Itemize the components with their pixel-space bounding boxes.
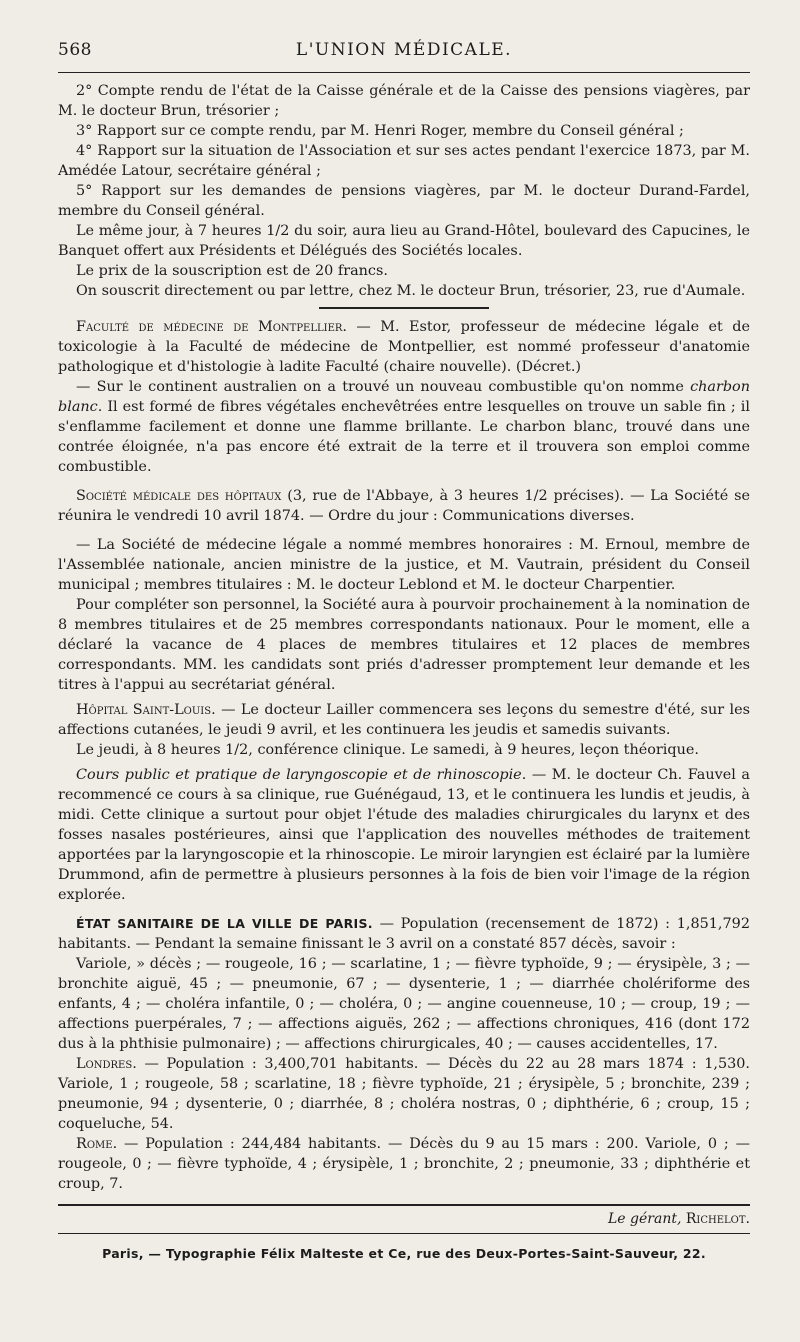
etat-sanitaire-intro: — Population (recensement de 1872) : 1,851,792 habitants. — Pendant la semaine finissant le 3 avril on a constaté 857 décès, savoir :	[58, 916, 750, 952]
agenda-item-2: 2° Compte rendu de l'état de la Caisse générale et de la Caisse des pensions viagères, par M. le docteur Brun, trésorier ;	[58, 83, 750, 119]
subscription-price: Le prix de la souscription est de 20 francs.	[76, 263, 388, 279]
montpellier-notice	[58, 317, 750, 377]
rome-heading: Rome.	[76, 1136, 118, 1152]
charbon-text-after: . Il est formé de fibres végétales enchevêtrées entre lesquelles on trouve un sable fin ; il s'enflamme facilement et donne une flamme brillante. Le charbon blanc, trouvé dans une contrée éloignée, n'a pas encore été extrait de la terre et il trouvera son emploi comme combustible.	[58, 399, 750, 475]
agenda-item-5: 5° Rapport sur les demandes de pensions viagères, par M. le docteur Durand-Fardel, membre du Conseil général.	[58, 183, 750, 219]
paris-mortality: Variole, » décès ; — rougeole, 16 ; — scarlatine, 1 ; — fièvre typhoïde, 9 ; — érysipèle, 3 ; — bronchite aiguë, 45 ; — pneumonie, 67 ; — dysenterie, 1 ; — diarrhée cholériforme des enfants, 4 ; — choléra infantile, 0 ; — choléra, 0 ; — angine couenneuse, 10 ; — croup, 19 ; — affections puerpérales, 7 ; — affections aiguës, 262 ; — affections chroniques, 416 (dont 172 dus à la phthisie pulmonaire) ; — affections chirurgicales, 40 ; — causes accidentelles, 17.	[58, 956, 750, 1052]
saint-louis-notice	[58, 700, 750, 740]
saint-louis-text: — Le docteur Lailler commencera ses leçons du semestre d'été, sur les affections cutanées, le jeudi 9 avril, et les continuera les jeudis et samedis suivants.	[58, 702, 750, 738]
footer-rule-thin	[58, 1233, 750, 1234]
charbon-text-before: — Sur le continent australien on a trouvé un nouveau combustible qu'on nomme	[76, 379, 691, 395]
laryngoscopie-notice	[58, 765, 750, 905]
agenda-item-3: 3° Rapport sur ce compte rendu, par M. Henri Roger, membre du Conseil général ;	[76, 123, 684, 139]
subscription-address: On souscrit directement ou par lettre, chez M. le docteur Brun, trésorier, 23, rue d'Aumale.	[76, 283, 746, 299]
charbon-term: charbon blanc	[58, 379, 750, 415]
charbon-notice	[58, 377, 750, 477]
saint-louis-schedule: Le jeudi, à 8 heures 1/2, conférence clinique. Le samedi, à 9 heures, leçon théorique.	[76, 742, 699, 758]
section-separator	[319, 307, 489, 309]
montpellier-heading: Faculté de médecine de Montpellier.	[76, 319, 347, 335]
saint-louis-heading: Hôpital Saint-Louis.	[76, 702, 216, 718]
spacer	[58, 526, 750, 535]
medecine-legale-p1: — La Société de médecine légale a nommé membres honoraires : M. Ernoul, membre de l'Assemblée nationale, ancien ministre de la justice, et M. Vautrain, président du Conseil municipal ; membres titulaires : M. le docteur Leblond et M. le docteur Charpentier.	[58, 537, 750, 593]
rome-text: — Population : 244,484 habitants. — Décès du 9 au 15 mars : 200. Variole, 0 ; — rougeole, 0 ; — fièvre typhoïde, 4 ; érysipèle, 1 ; bronchite, 2 ; pneumonie, 33 ; diphthérie et croup, 7.	[58, 1136, 750, 1192]
header-rule	[58, 72, 750, 73]
societe-hopitaux-notice	[58, 486, 750, 526]
gerant-name: Richelot.	[685, 1211, 750, 1227]
gerant-signature	[58, 1211, 750, 1227]
gerant-label: Le gérant,	[608, 1211, 682, 1227]
printer-imprint: Paris, — Typographie Félix Malteste et Ce, rue des Deux-Portes-Saint-Sauveur, 22.	[102, 1246, 706, 1261]
londres-text: — Population : 3,400,701 habitants. — Décès du 22 au 28 mars 1874 : 1,530. Variole, 1 ; rougeole, 58 ; scarlatine, 18 ; fièvre typhoïde, 21 ; érysipèle, 5 ; bronchite, 239 ; pneumonie, 94 ; dysenterie, 0 ; diarrhée, 8 ; choléra nostras, 0 ; diphthérie, 6 ; croup, 15 ; coqueluche, 54.	[58, 1056, 750, 1132]
article-body	[58, 81, 750, 1194]
societe-hopitaux-text: (3, rue de l'Abbaye, à 3 heures 1/2 précises). — La Société se réunira le vendredi 10 avril 1874. — Ordre du jour : Communications diverses.	[58, 488, 750, 524]
societe-hopitaux-heading: Société médicale des hôpitaux	[76, 488, 282, 504]
footer-rule	[58, 1204, 750, 1206]
rome-notice	[58, 1134, 750, 1194]
running-head	[58, 40, 750, 68]
page-number: 568	[58, 40, 92, 60]
laryngoscopie-heading: Cours public et pratique de laryngoscopie et de rhinoscopie.	[76, 767, 527, 783]
laryngoscopie-text: — M. le docteur Ch. Fauvel a recommencé ce cours à sa clinique, rue Guénégaud, 13, et le continuera les lundis et jeudis, à midi. Cette clinique a surtout pour objet l'étude des maladies chirurgicales du larynx et des fosses nasales postérieures, ainsi que l'application des nouvelles méthodes de traitement apportées par la laryngoscopie et la rhinoscopie. Le miroir laryngien est éclairé par la lumière Drummond, afin de permettre à plusieurs personnes à la fois de bien voir l'image de la région explorée.	[58, 767, 750, 903]
journal-title: L'UNION MÉDICALE.	[295, 40, 513, 60]
montpellier-text: — M. Estor, professeur de médecine légale et de toxicologie à la Faculté de médecine de Montpellier, est nommé professeur d'anatomie pathologique et d'histologie à ladite Faculté (chaire nouvelle). (Décret.)	[58, 319, 750, 375]
spacer	[58, 905, 750, 914]
londres-notice	[58, 1054, 750, 1134]
spacer	[58, 477, 750, 486]
agenda-item-4: 4° Rapport sur la situation de l'Association et sur ses actes pendant l'exercice 1873, par M. Amédée Latour, secrétaire général ;	[58, 143, 750, 179]
londres-heading: Londres.	[76, 1056, 137, 1072]
medecine-legale-p2: Pour compléter son personnel, la Société aura à pourvoir prochainement à la nomination de 8 membres titulaires et de 25 membres correspondants nationaux. Pour le moment, elle a déclaré la vacance de 4 places de membres titulaires et 12 places de membres correspondants. MM. les candidats sont priés d'adresser promptement leur demande et les titres à l'appui au secrétariat général.	[58, 597, 750, 693]
etat-sanitaire-heading: ÉTAT SANITAIRE DE LA VILLE DE PARIS.	[76, 916, 373, 931]
etat-sanitaire-notice	[58, 914, 750, 954]
banquet-notice: Le même jour, à 7 heures 1/2 du soir, aura lieu au Grand-Hôtel, boulevard des Capucines, le Banquet offert aux Présidents et Délégués des Sociétés locales.	[58, 223, 750, 259]
